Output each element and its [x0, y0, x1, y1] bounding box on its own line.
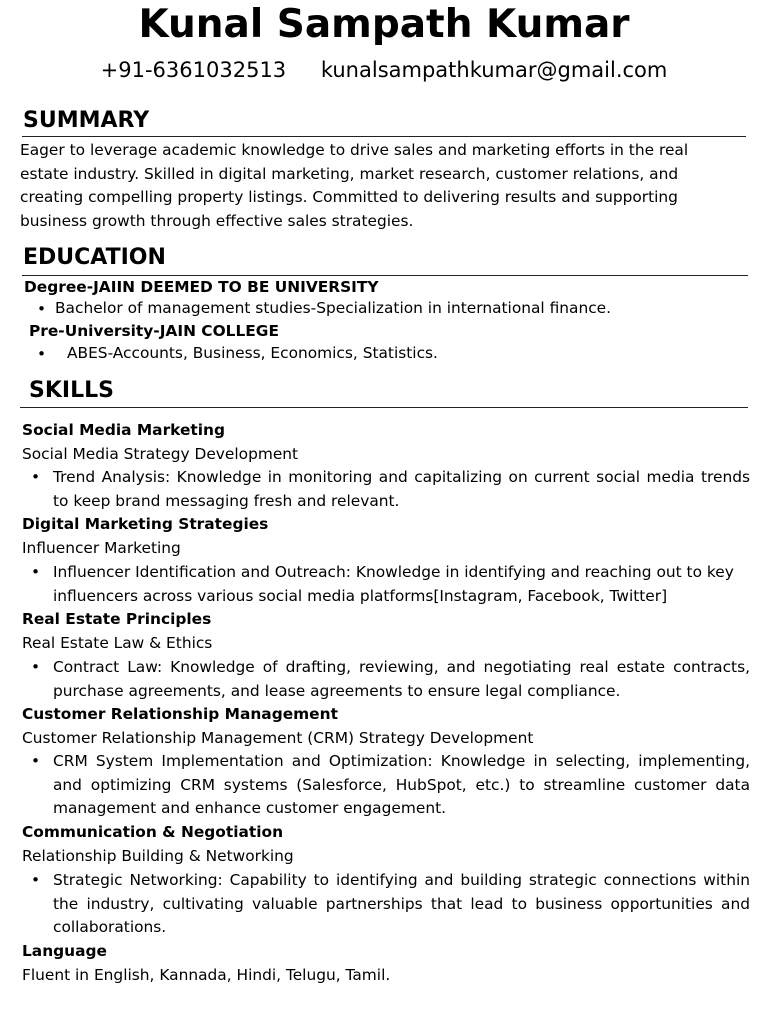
summary-divider [22, 136, 746, 137]
email-address: kunalsampathkumar@gmail.com [320, 58, 668, 82]
education-degree-heading: Degree-JAIIN DEEMED TO BE UNIVERSITY [24, 278, 379, 296]
skill-bullet: • Contract Law: Knowledge of drafting, reviewing, and negotiating real estate contracts, purchase agreements, and lease agreements to ensure legal compliance. [20, 656, 750, 703]
skill-group-heading: Customer Relationship Management [22, 705, 338, 723]
education-preuniversity-heading: Pre-University-JAIN COLLEGE [29, 322, 279, 340]
skill-group-heading: Real Estate Principles [22, 610, 212, 628]
phone-number: +91-6361032513 [100, 58, 287, 82]
education-preuniversity-detail: ABES-Accounts, Business, Economics, Statistics. [67, 344, 438, 362]
skill-group-subheading: Customer Relationship Management (CRM) Strategy Development [22, 729, 534, 747]
skill-group-heading: Communication & Negotiation [22, 823, 284, 841]
skill-bullet-list [20, 750, 750, 821]
skill-group-heading: Language [22, 942, 107, 960]
skill-bullet: • Trend Analysis: Knowledge in monitoring and capitalizing on current social media trends to keep brand messaging fresh and relevant. [20, 466, 750, 513]
education-heading: EDUCATION [23, 245, 166, 270]
skill-bullet: • CRM System Implementation and Optimization: Knowledge in selecting, implementing, and optimizing CRM systems (Salesforce, HubSpot, etc.) to streamline customer data management and enhance customer engagement. [20, 750, 750, 821]
skill-group-heading: Social Media Marketing [22, 421, 226, 439]
candidate-name: Kunal Sampath Kumar [138, 2, 630, 47]
education-degree-detail: Bachelor of management studies-Specialization in international finance. [55, 299, 612, 317]
contact-line [0, 56, 768, 84]
skill-bullet-list [20, 466, 750, 513]
skills-heading: SKILLS [29, 378, 114, 403]
language-list: Fluent in English, Kannada, Hindi, Telugu, Tamil. [22, 966, 391, 984]
bullet-glyph: • [37, 345, 47, 363]
skill-group-heading: Digital Marketing Strategies [22, 515, 269, 533]
summary-heading: SUMMARY [23, 108, 150, 133]
skill-group-subheading: Relationship Building & Networking [22, 847, 294, 865]
skill-bullet-list [20, 561, 750, 608]
skill-group-subheading: Real Estate Law & Ethics [22, 634, 213, 652]
summary-text: Eager to leverage academic knowledge to drive sales and marketing efforts in the real estate industry. Skilled in digital marketing, market research, customer relations, and creating compelling property listings. Committed to delivering results and supporting business growth through effective sales strategies. [20, 141, 689, 231]
skill-bullet: • Influencer Identification and Outreach: Knowledge in identifying and reaching out to key influencers across various social media platforms[Instagram, Facebook, Twitter] [20, 561, 750, 608]
skill-group-subheading: Social Media Strategy Development [22, 445, 299, 463]
skills-divider [20, 407, 748, 408]
skill-bullet-list [20, 656, 750, 703]
skill-group-subheading: Influencer Marketing [22, 539, 181, 557]
bullet-glyph: • [37, 300, 47, 318]
skill-bullet: • Strategic Networking: Capability to identifying and building strategic connections within the industry, cultivating valuable partnerships that lead to business opportunities and collaborations. [20, 869, 750, 940]
skill-bullet-list [20, 869, 750, 940]
